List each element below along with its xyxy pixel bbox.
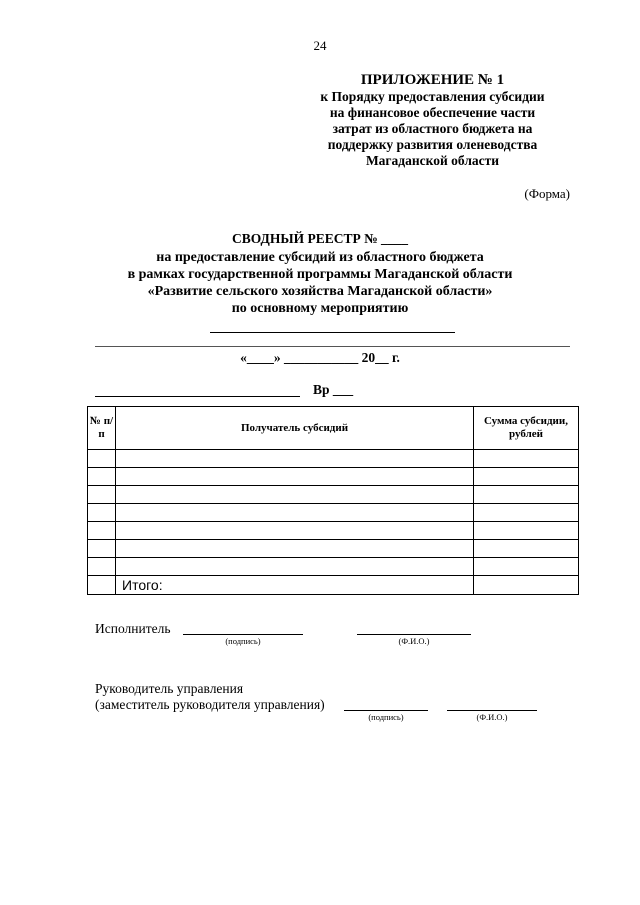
table-row (88, 540, 579, 558)
table-row (88, 522, 579, 540)
cell-num (88, 540, 116, 558)
cell-num (88, 504, 116, 522)
executor-signature-line (183, 634, 303, 635)
head-name-line (447, 710, 537, 711)
cell-num (88, 486, 116, 504)
table-row (88, 558, 579, 576)
cell-recipient (116, 468, 474, 486)
cell-recipient (116, 522, 474, 540)
cell-recipient (116, 540, 474, 558)
cell-amount (474, 468, 579, 486)
executor-signature-caption: (подпись) (225, 636, 261, 646)
appendix-subtitle (300, 89, 565, 169)
table-header-row (88, 407, 579, 450)
register-line: в рамках государственной программы Магаданской области (127, 267, 513, 282)
cell-amount (474, 558, 579, 576)
register-line: на предоставление субсидий из областного бюджета (156, 250, 484, 265)
cell-recipient (116, 450, 474, 468)
cell-num (88, 576, 116, 595)
executor-name-line (357, 634, 471, 635)
header-num: № п/п (88, 407, 116, 450)
register-line: «Развитие сельского хозяйства Магаданской области» (147, 284, 493, 299)
cell-recipient (116, 558, 474, 576)
header-amount: Сумма субсидии, рублей (474, 407, 579, 450)
total-label: Итого: (116, 576, 474, 595)
head-signature-line (344, 710, 428, 711)
cell-num (88, 450, 116, 468)
head-label-line2: (заместитель руководителя управления) (95, 697, 325, 712)
register-date: «____» ___________ 20__ г. (240, 350, 400, 365)
appendix-line: Магаданской области (365, 153, 500, 168)
table-row (88, 486, 579, 504)
register-title: СВОДНЫЙ РЕЕСТР № ____ (231, 231, 409, 246)
activity-name-blank-line (95, 346, 570, 347)
form-note: (Форма) (524, 186, 570, 201)
cell-recipient (116, 504, 474, 522)
cell-num (88, 468, 116, 486)
executor-name-caption: (Ф.И.О.) (398, 636, 430, 646)
head-label-line1: Руководитель управления (95, 681, 244, 696)
department-blank (95, 396, 300, 397)
table-row (88, 504, 579, 522)
appendix-line: на финансовое обеспечение части (329, 105, 536, 120)
appendix-title: ПРИЛОЖЕНИЕ № 1 (360, 72, 505, 88)
table-row (88, 450, 579, 468)
cell-amount (474, 486, 579, 504)
cell-amount (474, 522, 579, 540)
appendix-line: поддержку развития оленеводства (327, 137, 538, 152)
page-number: 24 (313, 38, 327, 53)
register-table (87, 406, 579, 595)
register-subtitle (0, 249, 640, 317)
table-row (88, 468, 579, 486)
activity-name-blank (210, 332, 455, 333)
head-name-caption: (Ф.И.О.) (476, 712, 508, 722)
appendix-line: затрат из областного бюджета на (332, 121, 533, 136)
cell-recipient (116, 486, 474, 504)
head-signature-caption: (подпись) (368, 712, 404, 722)
cell-num (88, 558, 116, 576)
vr-label: Вр ___ (313, 382, 354, 397)
cell-amount (474, 540, 579, 558)
total-amount (474, 576, 579, 595)
register-line: по основному мероприятию (231, 301, 409, 316)
cell-amount (474, 504, 579, 522)
header-recipient: Получатель субсидий (116, 407, 474, 450)
cell-amount (474, 450, 579, 468)
cell-num (88, 522, 116, 540)
executor-label: Исполнитель (95, 621, 171, 636)
table-total-row (88, 576, 579, 595)
appendix-line: к Порядку предоставления субсидии (320, 89, 545, 104)
